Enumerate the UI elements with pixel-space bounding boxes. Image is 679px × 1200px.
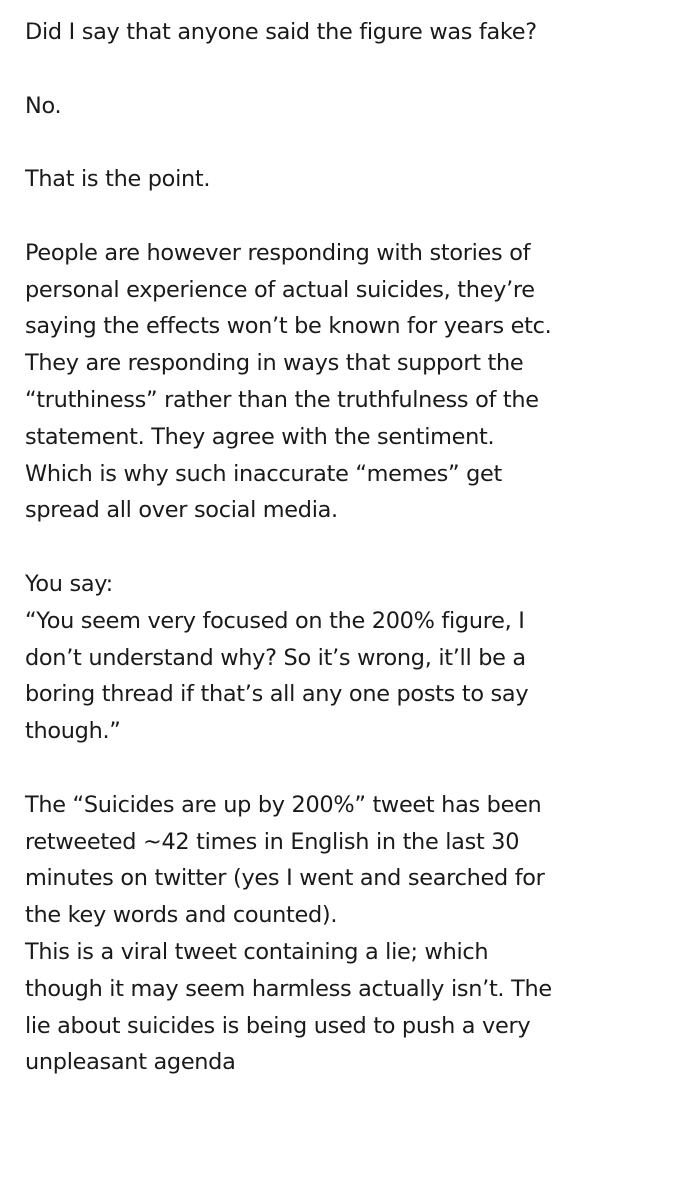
text-line: statement. They agree with the sentiment. xyxy=(25,423,495,450)
text-line: “You seem very focused on the 200% figure, I xyxy=(25,607,525,634)
text-line: boring thread if that’s all any one posts to say xyxy=(25,681,529,708)
blank-line xyxy=(25,198,665,235)
text-line: though it may seem harmless actually isn’t. The xyxy=(25,975,552,1002)
text-line: That is the point. xyxy=(25,166,211,193)
text-line: People are however responding with stories of xyxy=(25,239,531,266)
text-line: No. xyxy=(25,92,62,119)
text-line: Which is why such inaccurate “memes” get xyxy=(25,460,502,487)
text-line: though.” xyxy=(25,718,121,745)
text-line: don’t understand why? So it’s wrong, it’ll be a xyxy=(25,644,526,671)
note-text xyxy=(25,14,665,1081)
text-line: “truthiness” rather than the truthfulness of the xyxy=(25,386,539,413)
text-line: This is a viral tweet containing a lie; which xyxy=(25,938,489,965)
blank-line xyxy=(25,529,665,566)
text-line: spread all over social media. xyxy=(25,497,338,524)
text-line: Did I say that anyone said the figure was fake? xyxy=(25,19,537,45)
text-line: personal experience of actual suicides, they’re xyxy=(25,276,535,303)
blank-line xyxy=(25,51,665,88)
text-line: minutes on twitter (yes I went and searched for xyxy=(25,865,545,892)
text-line: unpleasant agenda xyxy=(25,1049,236,1076)
text-line: the key words and counted). xyxy=(25,902,338,929)
text-line: lie about suicides is being used to push a very xyxy=(25,1012,531,1039)
text-line: The “Suicides are up by 200%” tweet has been xyxy=(25,791,542,818)
text-line: You say: xyxy=(25,570,113,597)
blank-line xyxy=(25,750,665,787)
text-line: saying the effects won’t be known for years etc. xyxy=(25,313,552,340)
blank-line xyxy=(25,124,665,161)
text-line: They are responding in ways that support the xyxy=(25,350,524,377)
text-line: retweeted ~42 times in English in the last 30 xyxy=(25,828,520,855)
